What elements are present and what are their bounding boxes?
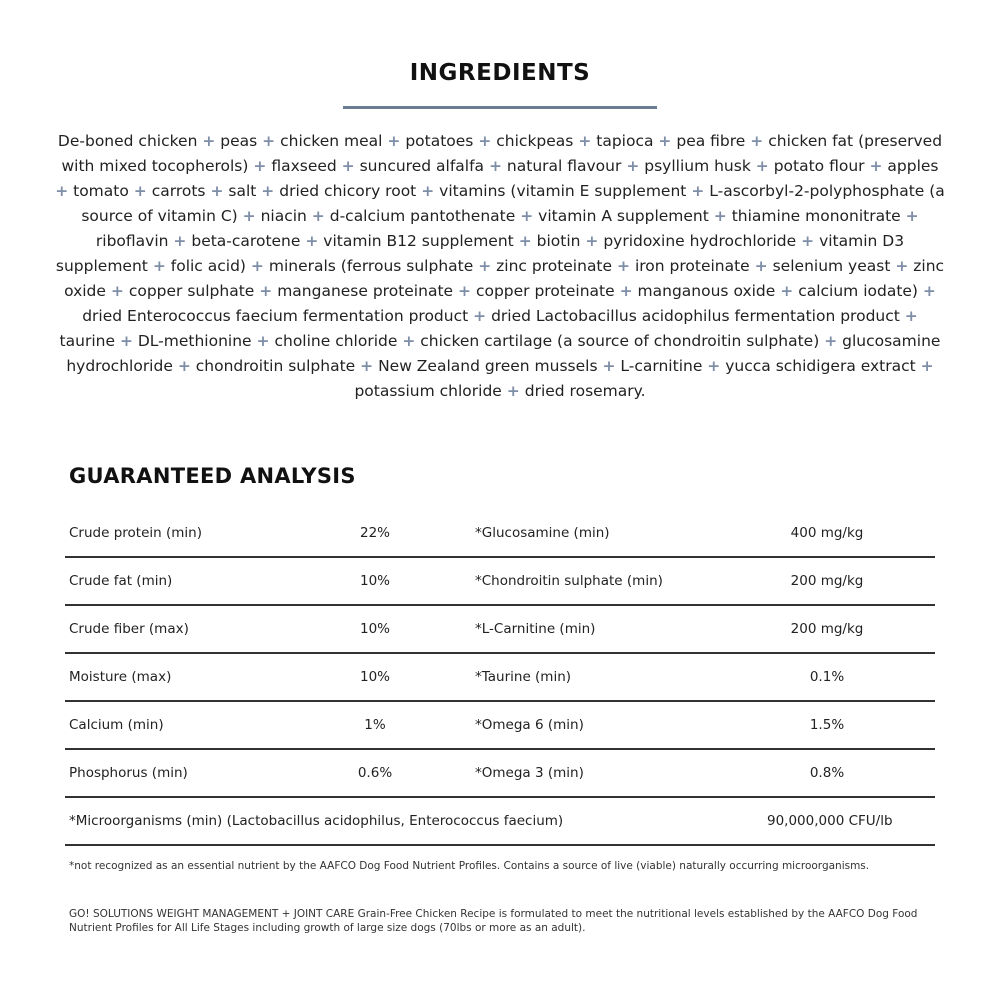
- nutrient-value: 200 mg/kg: [790, 621, 864, 637]
- nutrient-value: 10%: [359, 621, 390, 637]
- plus-separator-icon: +: [691, 182, 705, 200]
- microorganisms-label: *Microorganisms (min) (Lactobacillus acidophilus, Enterococcus faecium): [69, 813, 564, 829]
- ingredient-item: chondroitin sulphate: [195, 357, 356, 375]
- ingredient-item: manganous oxide: [637, 282, 776, 300]
- ingredient-item: biotin: [536, 232, 581, 250]
- table-row: [65, 606, 935, 654]
- ingredient-item: dried rosemary.: [524, 382, 646, 400]
- plus-separator-icon: +: [262, 132, 276, 150]
- nutrient-label: Calcium (min): [69, 717, 164, 733]
- nutrient-label: Crude protein (min): [69, 525, 202, 541]
- plus-separator-icon: +: [578, 132, 592, 150]
- ingredient-item: vitamin D3 supplement: [55, 232, 905, 275]
- table-row: [65, 558, 935, 606]
- ingredient-item: suncured alfalfa: [359, 157, 485, 175]
- nutrient-label: *Glucosamine (min): [475, 525, 610, 541]
- nutrient-value: 10%: [359, 573, 390, 589]
- ingredient-item: salt: [228, 182, 257, 200]
- plus-separator-icon: +: [707, 357, 721, 375]
- nutrient-label: *Chondroitin sulphate (min): [475, 573, 663, 589]
- microorganisms-row: [65, 798, 935, 846]
- table-row: [65, 654, 935, 702]
- title-underline: [343, 106, 657, 109]
- nutrient-value: 0.6%: [357, 765, 393, 781]
- nutrient-label: *L-Carnitine (min): [475, 621, 596, 637]
- plus-separator-icon: +: [242, 207, 256, 225]
- microorganisms-value: 90,000,000 CFU/lb: [767, 813, 893, 829]
- ingredient-item: minerals (ferrous sulphate: [268, 257, 474, 275]
- aafco-statement: GO! SOLUTIONS WEIGHT MANAGEMENT + JOINT CARE Grain-Free Chicken Recipe is formulated to meet the nutritional levels established by the AAFCO Dog Food Nutrient Profiles for All Life Stages including growth of large size dogs (70lbs or more as an adult).: [69, 908, 918, 934]
- plus-separator-icon: +: [387, 132, 401, 150]
- ingredient-item: riboflavin: [95, 232, 169, 250]
- plus-separator-icon: +: [360, 357, 374, 375]
- plus-separator-icon: +: [478, 132, 492, 150]
- plus-separator-icon: +: [755, 157, 769, 175]
- nutrient-label: *Omega 6 (min): [475, 717, 584, 733]
- plus-separator-icon: +: [585, 232, 599, 250]
- ingredient-item: peas: [220, 132, 258, 150]
- footnote: *not recognized as an essential nutrient by the AAFCO Dog Food Nutrient Profiles. Contains a source of live (viable) naturally occurring microorganisms.: [69, 860, 870, 872]
- ingredient-item: choline chloride: [274, 332, 398, 350]
- nutrient-label: Phosphorus (min): [69, 765, 188, 781]
- plus-separator-icon: +: [922, 282, 936, 300]
- plus-separator-icon: +: [626, 157, 640, 175]
- nutrient-value: 200 mg/kg: [790, 573, 864, 589]
- ingredient-item: d-calcium pantothenate: [329, 207, 516, 225]
- plus-separator-icon: +: [518, 232, 532, 250]
- nutrient-value: 1.5%: [809, 717, 845, 733]
- ingredients-list: [55, 129, 945, 404]
- plus-separator-icon: +: [133, 182, 147, 200]
- nutrient-label: *Omega 3 (min): [475, 765, 584, 781]
- plus-separator-icon: +: [202, 132, 216, 150]
- ingredient-item: vitamin A supplement: [538, 207, 709, 225]
- ingredient-item: tomato: [73, 182, 129, 200]
- nutrient-label: *Taurine (min): [475, 669, 572, 685]
- table-row: [65, 510, 935, 558]
- ingredient-item: potassium chloride: [354, 382, 502, 400]
- plus-separator-icon: +: [55, 182, 69, 200]
- ingredient-item: apples: [887, 157, 939, 175]
- plus-separator-icon: +: [177, 357, 191, 375]
- plus-separator-icon: +: [658, 132, 672, 150]
- nutrient-label: Crude fiber (max): [69, 621, 189, 637]
- plus-separator-icon: +: [619, 282, 633, 300]
- ingredient-item: iron proteinate: [634, 257, 750, 275]
- ingredient-item: chicken fat (preserved with mixed tocopherols): [61, 132, 943, 175]
- guaranteed-analysis-title: GUARANTEED ANALYSIS: [69, 464, 356, 488]
- plus-separator-icon: +: [173, 232, 187, 250]
- plus-separator-icon: +: [253, 157, 267, 175]
- ingredient-item: chickpeas: [496, 132, 574, 150]
- ingredient-item: niacin: [260, 207, 307, 225]
- table-row: [65, 750, 935, 798]
- ingredient-item: yucca schidigera extract: [725, 357, 916, 375]
- plus-separator-icon: +: [895, 257, 909, 275]
- ingredient-item: glucosamine hydrochloride: [66, 332, 941, 375]
- plus-separator-icon: +: [750, 132, 764, 150]
- nutrient-value: 0.8%: [809, 765, 845, 781]
- ingredient-item: taurine: [59, 332, 115, 350]
- plus-separator-icon: +: [305, 232, 319, 250]
- ingredient-item: psyllium husk: [644, 157, 751, 175]
- ingredient-item: selenium yeast: [772, 257, 891, 275]
- ingredient-item: folic acid): [170, 257, 246, 275]
- plus-separator-icon: +: [311, 207, 325, 225]
- plus-separator-icon: +: [256, 332, 270, 350]
- nutrient-value: 22%: [359, 525, 390, 541]
- ingredient-item: pyridoxine hydrochloride: [603, 232, 797, 250]
- ingredient-item: copper sulphate: [128, 282, 255, 300]
- ingredient-item: beta-carotene: [191, 232, 301, 250]
- ingredient-item: L-ascorbyl-2-polyphosphate (a source of vitamin C): [81, 182, 945, 225]
- ingredient-item: L-carnitine: [620, 357, 703, 375]
- ingredient-item: vitamin B12 supplement: [323, 232, 514, 250]
- plus-separator-icon: +: [488, 157, 502, 175]
- plus-separator-icon: +: [602, 357, 616, 375]
- plus-separator-icon: +: [905, 207, 919, 225]
- ingredient-item: calcium iodate): [798, 282, 918, 300]
- ingredient-item: potato flour: [773, 157, 865, 175]
- ingredient-item: dried Lactobacillus acidophilus fermentation product: [491, 307, 900, 325]
- ingredient-item: flaxseed: [271, 157, 337, 175]
- ingredient-item: chicken meal: [280, 132, 383, 150]
- ingredient-item: zinc proteinate: [496, 257, 613, 275]
- plus-separator-icon: +: [754, 257, 768, 275]
- table-row: [65, 702, 935, 750]
- ingredient-item: tapioca: [596, 132, 654, 150]
- plus-separator-icon: +: [920, 357, 934, 375]
- plus-separator-icon: +: [801, 232, 815, 250]
- ingredient-item: copper proteinate: [475, 282, 615, 300]
- ingredient-item: chicken cartilage (a source of chondroitin sulphate): [420, 332, 820, 350]
- plus-separator-icon: +: [713, 207, 727, 225]
- nutrient-value: 1%: [364, 717, 386, 733]
- plus-separator-icon: +: [617, 257, 630, 275]
- plus-separator-icon: +: [210, 182, 224, 200]
- nutrient-label: Moisture (max): [69, 669, 172, 685]
- plus-separator-icon: +: [520, 207, 534, 225]
- plus-separator-icon: +: [152, 257, 166, 275]
- ingredients-title: INGREDIENTS: [409, 60, 591, 86]
- plus-separator-icon: +: [250, 257, 264, 275]
- ingredient-item: DL-methionine: [137, 332, 252, 350]
- plus-separator-icon: +: [824, 332, 838, 350]
- plus-separator-icon: +: [261, 182, 275, 200]
- plus-separator-icon: +: [259, 282, 273, 300]
- plus-separator-icon: +: [869, 157, 883, 175]
- ingredient-item: zinc oxide: [64, 257, 945, 300]
- nutrient-value: 0.1%: [809, 669, 845, 685]
- plus-separator-icon: +: [904, 307, 918, 325]
- plus-separator-icon: +: [458, 282, 471, 300]
- ingredient-item: vitamins (vitamin E supplement: [439, 182, 687, 200]
- ingredient-item: pea fibre: [676, 132, 746, 150]
- ingredient-item: thiamine mononitrate: [731, 207, 901, 225]
- plus-separator-icon: +: [478, 257, 492, 275]
- ingredient-item: De-boned chicken: [57, 132, 198, 150]
- plus-separator-icon: +: [473, 307, 487, 325]
- ingredient-item: carrots: [151, 182, 206, 200]
- plus-separator-icon: +: [421, 182, 435, 200]
- ingredient-item: manganese proteinate: [277, 282, 454, 300]
- ingredient-item: natural flavour: [506, 157, 622, 175]
- plus-separator-icon: +: [119, 332, 133, 350]
- nutrient-value: 10%: [359, 669, 390, 685]
- nutrient-value: 400 mg/kg: [790, 525, 864, 541]
- plus-separator-icon: +: [110, 282, 124, 300]
- ingredient-item: dried Enterococcus faecium fermentation product: [82, 307, 469, 325]
- guaranteed-analysis-table: [65, 510, 935, 846]
- plus-separator-icon: +: [780, 282, 794, 300]
- nutrient-label: Crude fat (min): [69, 573, 173, 589]
- ingredient-item: New Zealand green mussels: [378, 357, 598, 375]
- ingredient-item: dried chicory root: [279, 182, 417, 200]
- plus-separator-icon: +: [341, 157, 355, 175]
- plus-separator-icon: +: [402, 332, 416, 350]
- ingredient-item: potatoes: [405, 132, 474, 150]
- plus-separator-icon: +: [506, 382, 520, 400]
